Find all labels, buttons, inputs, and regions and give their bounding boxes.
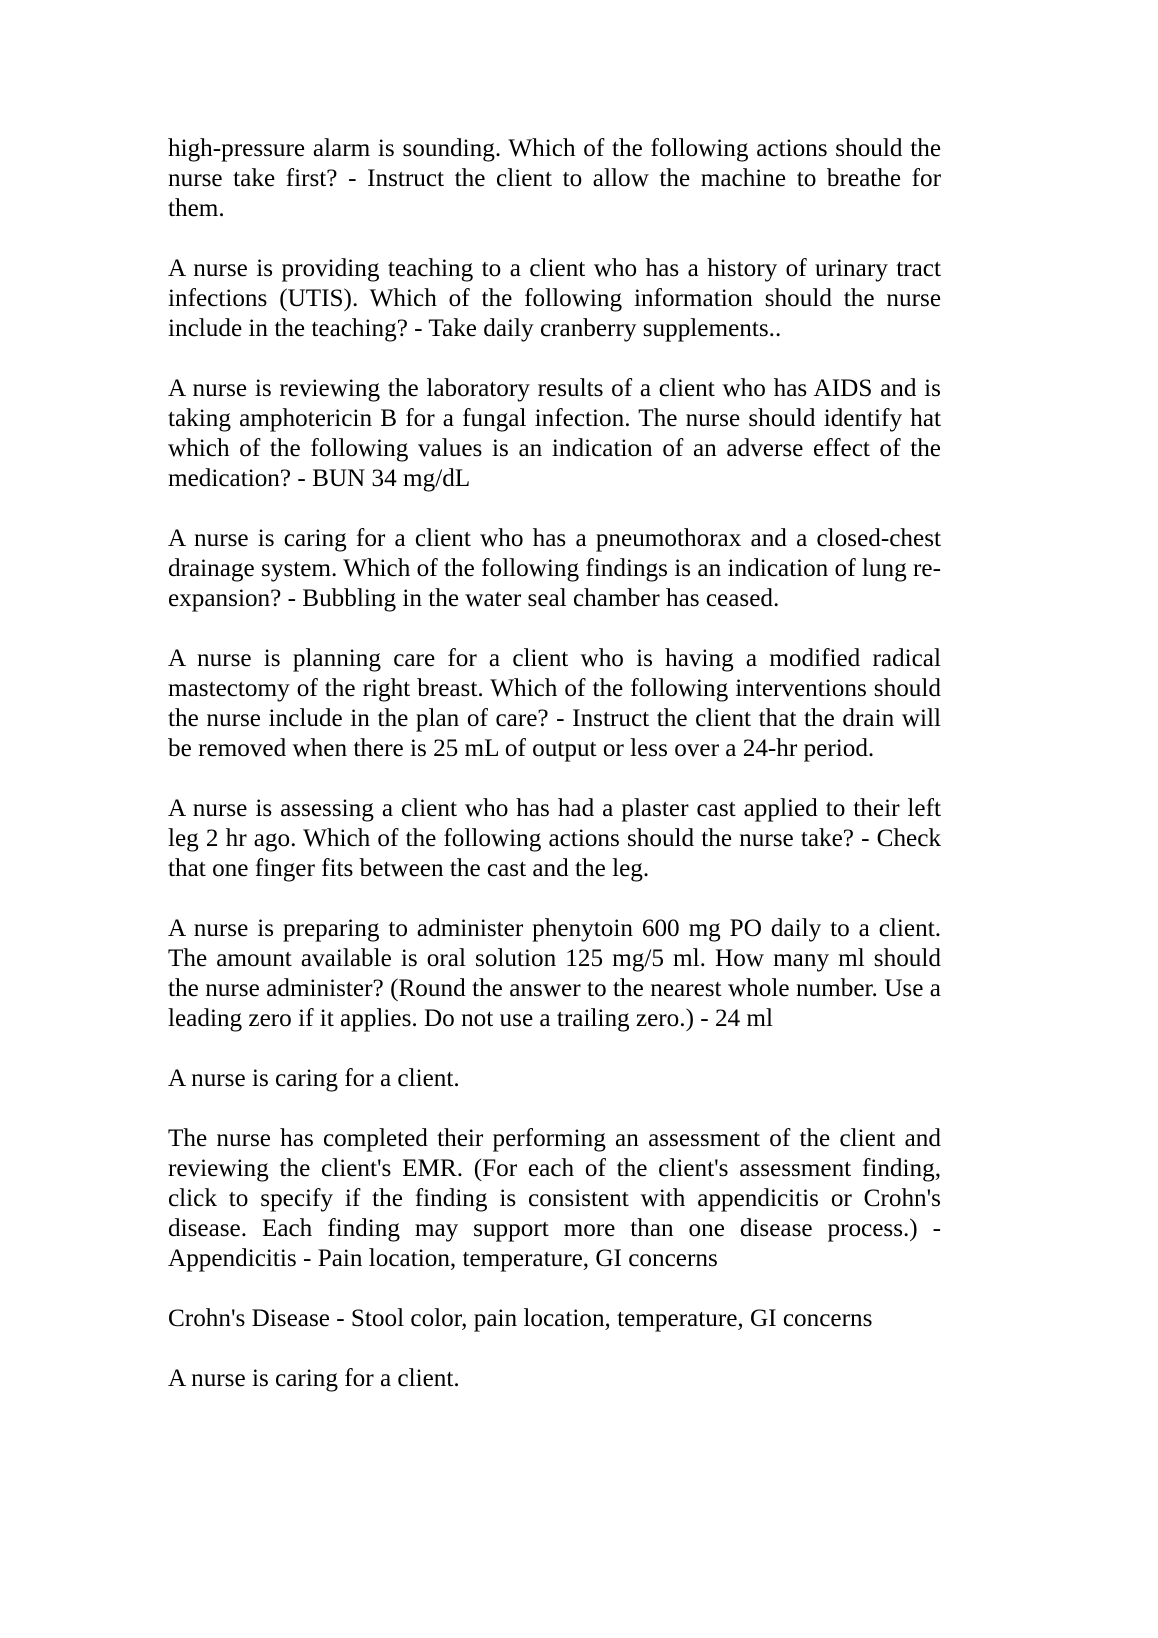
paragraph-phenytoin-dosage: A nurse is preparing to administer phenytoin 600 mg PO daily to a client. The amount available is oral solution 125 mg/5 ml. How many ml should the nurse administer? (Round the answer to the nearest whole number. Use a leading zero if it applies. Do not use a trailing zero.) - 24 ml [168,915,941,1032]
paragraph-pneumothorax: A nurse is caring for a client who has a pneumothorax and a closed-chest drainage system. Which of the following findings is an indication of lung re-expansion? - Bubbling in the water seal chamber has ceased. [168,525,941,612]
paragraph-assessment-appendicitis: The nurse has completed their performing an assessment of the client and reviewing the client's EMR. (For each of the client's assessment finding, click to specify if the finding is consistent with appendicitis or Crohn's disease. Each finding may support more than one disease process.) - Appendicitis - Pain location, temperature, GI concerns [168,1125,941,1272]
paragraph-amphotericin-labs: A nurse is reviewing the laboratory results of a client who has AIDS and is taking amphotericin B for a fungal infection. The nurse should identify hat which of the following values is an indication of an adverse effect of the medication? - BUN 34 mg/dL [168,375,941,492]
paragraph-mastectomy: A nurse is planning care for a client who is having a modified radical mastectomy of the right breast. Which of the following interventions should the nurse include in the plan of care? - Instruct the client that the drain will be removed when there is 25 mL of output or less over a 24-hr period. [168,645,941,762]
paragraph-caring-client-2: A nurse is caring for a client. [168,1365,460,1392]
paragraph-crohns-disease: Crohn's Disease - Stool color, pain location, temperature, GI concerns [168,1305,873,1332]
paragraph-uti-teaching: A nurse is providing teaching to a client who has a history of urinary tract infections (UTIS). Which of the following information should the nurse include in the teaching? - Take daily cranberry supplements.. [168,255,941,342]
paragraph-caring-client-1: A nurse is caring for a client. [168,1065,460,1092]
paragraph-ventilator-alarm: high-pressure alarm is sounding. Which of the following actions should the nurse take first? - Instruct the client to allow the machine to breathe for them. [168,135,941,222]
paragraph-plaster-cast: A nurse is assessing a client who has had a plaster cast applied to their left leg 2 hr ago. Which of the following actions should the nurse take? - Check that one finger fits between the cast and the leg. [168,795,941,882]
document-page [168,134,941,1424]
